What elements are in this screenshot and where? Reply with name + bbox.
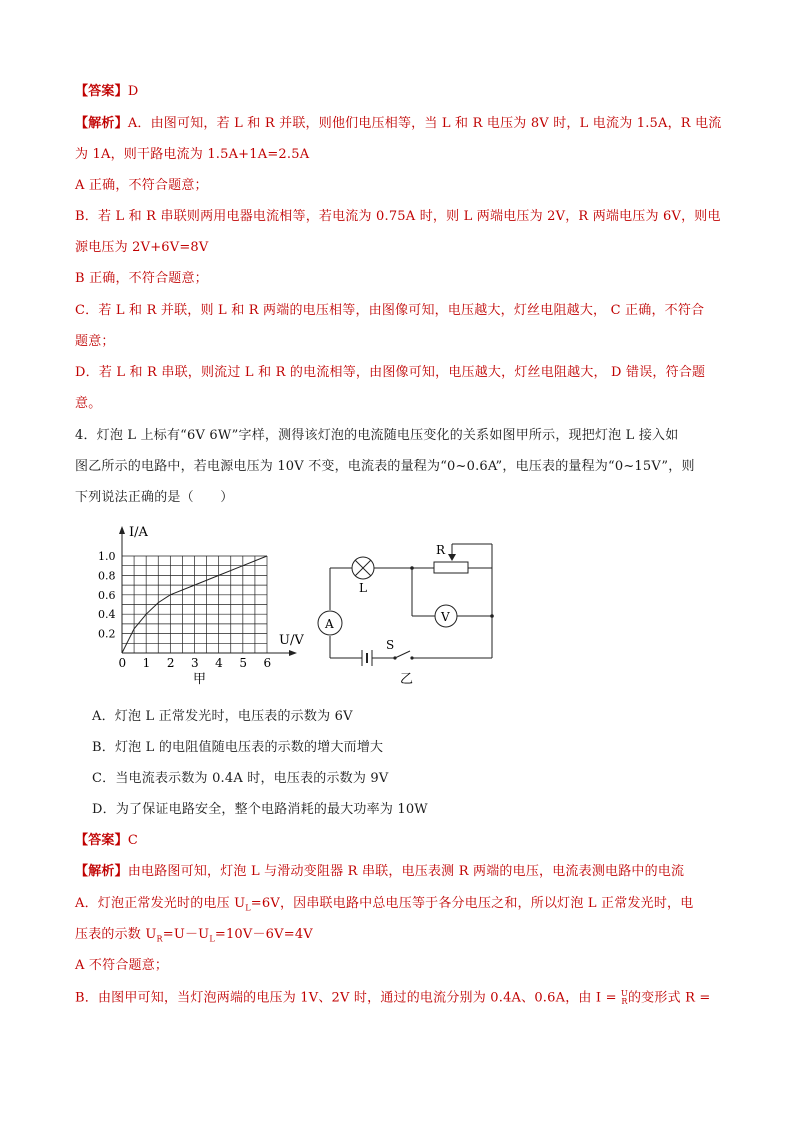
analysis2-a-line-2 (75, 927, 313, 948)
y-tick-label: 0.2 (98, 627, 116, 641)
subscript: L (209, 934, 215, 944)
switch-label: S (386, 638, 395, 652)
question-4-line-1: 4．灯泡 L 上标有“6V 6W”字样，测得该灯泡的电流随电压变化的关系如图甲所示，现把灯泡 L 接入如 (75, 428, 679, 443)
text: =U－U (162, 927, 210, 942)
chart-ticks (98, 550, 271, 670)
junction-dot (410, 566, 414, 570)
x-tick-label: 2 (166, 656, 175, 670)
circuit-caption: 乙 (400, 672, 414, 686)
x-tick-label: 6 (263, 656, 272, 670)
junction-dot (490, 614, 494, 618)
analysis-text: A．由图可知，若 L 和 R 并联，则他们电压相等，当 L 和 R 电压为 8V 时，L 电流为 1.5A，R 电流 (127, 116, 722, 131)
question-4-line-2: 图乙所示的电路中，若电源电压为 10V 不变，电流表的量程为“0~0.6A”，电压表的量程为“0~15V”，则 (75, 459, 695, 474)
x-tick-label: 4 (215, 656, 223, 670)
x-tick-label: 0 (118, 656, 127, 670)
chart-x-axis-label: U/V (279, 633, 304, 648)
x-tick-label: 1 (142, 656, 151, 670)
x-axis-arrow (289, 650, 297, 656)
rheostat-slider-arrow (448, 554, 456, 561)
chart-axes (119, 526, 297, 656)
analysis2-a-line-1 (75, 896, 693, 917)
analysis2-a-result: A 不符合题意； (75, 958, 169, 973)
question-4-line-3: 下列说法正确的是（ ） (75, 490, 234, 505)
fraction (621, 990, 628, 1006)
analysis-b-line-1: B．若 L 和 R 串联则两用电器电流相等，若电流为 0.75A 时，则 L 两端电压为 2V，R 两端电压为 6V，则电 (75, 209, 721, 224)
text: B．由图甲可知，当灯泡两端的电压为 1V、2V 时，通过的电流分别为 0.4A、0.6A，由 I = (75, 990, 617, 1006)
answer-line-1 (75, 84, 138, 100)
answer-line-2 (75, 833, 138, 849)
option-a[interactable]: A．灯泡 L 正常发光时，电压表的示数为 6V (92, 709, 353, 724)
chart-y-axis-label: I/A (129, 525, 148, 540)
analysis-line-1 (75, 116, 722, 132)
chart-grid (122, 556, 267, 653)
fraction-numerator: U (621, 989, 628, 998)
analysis2-b-line-1 (75, 990, 711, 1007)
x-tick-label: 5 (239, 656, 247, 670)
analysis-d-line-1: D．若 L 和 R 串联，则流过 L 和 R 的电流相等，由图像可知，电压越大，灯丝电阻越大， D 错误，符合题 (75, 365, 706, 380)
analysis-line-2: 为 1A，则干路电流为 1.5A+1A=2.5A (75, 147, 310, 162)
option-d[interactable]: D．为了保证电路安全，整个电路消耗的最大功率为 10W (92, 802, 428, 817)
fraction-denominator: R (621, 997, 628, 1006)
text: 压表的示数 U (75, 927, 157, 942)
subscript: R (156, 934, 163, 944)
ammeter-label: A (325, 617, 334, 631)
y-tick-label: 1.0 (98, 550, 116, 563)
x-tick-label: 3 (191, 656, 199, 670)
analysis-tag: 【解析】 (75, 116, 128, 131)
answer-tag: 【答案】 (75, 84, 128, 99)
text: A．灯泡正常发光时的电压 U (75, 896, 246, 911)
subscript: L (245, 903, 251, 913)
lamp-label: L (359, 581, 367, 595)
voltmeter-label: V (441, 610, 450, 624)
answer-value: D (127, 84, 139, 99)
analysis-d-line-2: 意。 (75, 396, 102, 411)
y-tick-label: 0.8 (98, 569, 116, 583)
current-voltage-chart (95, 518, 305, 690)
circuit-diagram (312, 536, 512, 686)
option-c[interactable]: C．当电流表示数为 0.4A 时，电压表的示数为 9V (92, 771, 389, 786)
rheostat-resistor (434, 562, 468, 573)
y-tick-label: 0.6 (98, 588, 116, 602)
text: 的变形式 R = (627, 990, 711, 1006)
analysis-c-line-2: 题意； (75, 334, 115, 349)
analysis2-line-1 (75, 864, 684, 880)
analysis-text: 由电路图可知，灯泡 L 与滑动变阻器 R 串联，电压表测 R 两端的电压，电流表测电路中的电流 (127, 864, 685, 879)
option-b[interactable]: B．灯泡 L 的电阻值随电压表的示数的增大而增大 (92, 740, 384, 755)
text: =6V，因串联电路中总电压等于各分电压之和，所以灯泡 L 正常发光时，电 (250, 896, 694, 911)
y-tick-label: 0.4 (98, 608, 116, 622)
answer-tag: 【答案】 (75, 833, 128, 848)
rheostat-label: R (436, 543, 446, 557)
analysis-a-result: A 正确，不符合题意； (75, 178, 208, 193)
analysis-b-line-2: 源电压为 2V+6V=8V (75, 240, 209, 255)
chart-caption: 甲 (193, 672, 207, 687)
answer-value: C (127, 833, 138, 848)
text: =10V－6V=4V (214, 927, 313, 942)
battery-icon (362, 650, 372, 666)
analysis-c-line-1: C．若 L 和 R 并联，则 L 和 R 两端的电压相等，由图像可知，电压越大，灯丝电阻越大， C 正确，不符合 (75, 303, 705, 318)
analysis-tag: 【解析】 (75, 864, 128, 879)
y-axis-arrow (119, 526, 125, 534)
analysis-b-result: B 正确，不符合题意； (75, 271, 208, 286)
switch-icon (393, 651, 413, 660)
